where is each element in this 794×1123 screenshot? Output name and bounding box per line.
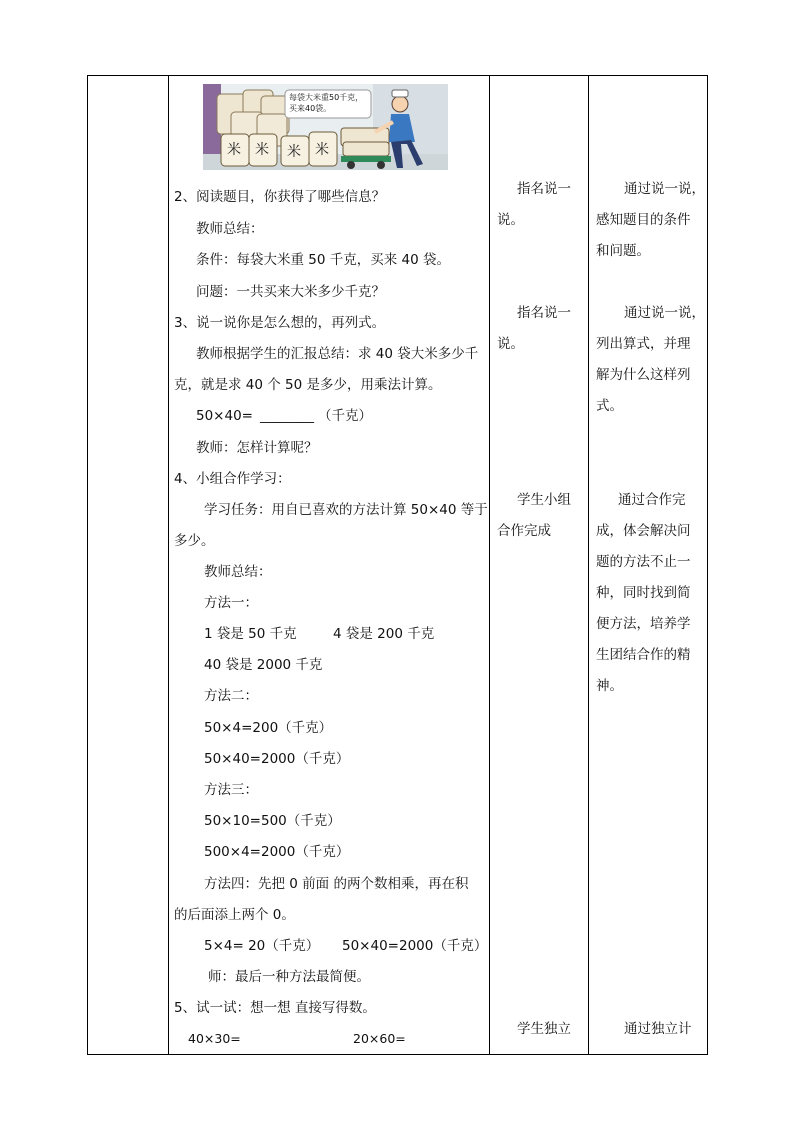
intent-1-line: 感知题目的条件 — [596, 212, 691, 228]
bag-label: 米 — [227, 142, 241, 158]
method-2-title: 方法二： — [204, 688, 258, 704]
student-activity-4: 学生独立 — [517, 1021, 571, 1037]
method-1-title: 方法一： — [204, 595, 258, 611]
student-activity-3b: 合作完成 — [497, 523, 551, 539]
exercise-1: 40×30= — [188, 1031, 241, 1046]
bag-label: 米 — [287, 144, 301, 160]
method-1-step-c: 40 袋是 2000 千克 — [204, 657, 323, 673]
intent-2-line: 解为什么这样列 — [596, 367, 691, 383]
teacher-note: 师：最后一种方法最简便。 — [208, 969, 370, 985]
intent-3-line: 题的方法不止一 — [596, 554, 691, 570]
method-3-title: 方法三： — [204, 782, 258, 798]
student-activity-3a: 学生小组 — [517, 492, 571, 508]
answer-blank: ________ — [260, 408, 314, 424]
method-4-step-b: 50×40=2000（千克） — [342, 938, 488, 954]
task-line-2: 多少。 — [174, 533, 215, 549]
method-2-step-a: 50×4=200（千克） — [204, 720, 333, 736]
unit-label: （千克） — [318, 408, 372, 424]
equation: 50×40= — [196, 408, 253, 424]
how-calc-text: 教师：怎样计算呢？ — [196, 440, 318, 456]
summary-label-2: 教师总结： — [204, 564, 272, 580]
method-4-line-1: 方法四：先把 0 前面 的两个数相乘，再在积 — [204, 876, 469, 892]
method-4-line-2: 的后面添上两个 0。 — [174, 907, 295, 923]
bag-label: 米 — [315, 142, 329, 158]
question-4: 4、小组合作学习： — [174, 471, 291, 487]
intent-3-line: 通过合作完 — [618, 492, 686, 508]
summary-label: 教师总结： — [196, 221, 264, 237]
intent-3-line: 成，体会解决问 — [596, 523, 691, 539]
method-1-step-a: 1 袋是 50 千克 — [204, 626, 297, 642]
student-activity-1a: 指名说一 — [517, 181, 571, 197]
speech-line-1: 每袋大米重50千克， — [289, 93, 364, 102]
question-3: 3、说一说你是怎么想的，再列式。 — [174, 315, 386, 331]
rice-bags-illustration — [203, 84, 448, 170]
method-3-step-b: 500×4=2000（千克） — [204, 844, 350, 860]
column-divider-3 — [588, 75, 589, 1055]
question-5: 5、试一试：想一想 直接写得数。 — [174, 1000, 376, 1016]
intent-3-line: 神。 — [596, 678, 623, 694]
speech-line-2: 买来40袋。 — [289, 104, 332, 113]
method-4-step-a: 5×4= 20（千克） — [204, 938, 320, 954]
intent-2-line: 通过说一说， — [624, 305, 705, 321]
question-2: 2、阅读题目，你获得了哪些信息？ — [174, 189, 386, 205]
intent-2-line: 式。 — [596, 398, 623, 414]
intent-3-line: 便方法，培养学 — [596, 616, 691, 632]
intent-1-line: 和问题。 — [596, 243, 650, 259]
method-3-step-a: 50×10=500（千克） — [204, 813, 341, 829]
report-line-1: 教师根据学生的汇报总结：求 40 袋大米多少千 — [196, 346, 479, 362]
intent-3-line: 生团结合作的精 — [596, 647, 691, 663]
intent-4-line: 通过独立计 — [624, 1021, 692, 1037]
student-activity-2b: 说。 — [497, 336, 524, 352]
bag-label: 米 — [255, 142, 269, 158]
intent-3-line: 种，同时找到简 — [596, 585, 691, 601]
report-line-2: 克，就是求 40 个 50 是多少，用乘法计算。 — [174, 377, 442, 393]
exercise-2: 20×60= — [353, 1031, 406, 1046]
method-1-step-b: 4 袋是 200 千克 — [333, 626, 435, 642]
intent-2-line: 列出算式，并理 — [596, 336, 691, 352]
column-divider-2 — [489, 75, 490, 1055]
question-text: 问题：一共买来大米多少千克？ — [196, 284, 385, 300]
condition-text: 条件：每袋大米重 50 千克，买来 40 袋。 — [196, 252, 451, 268]
student-activity-1b: 说。 — [497, 212, 524, 228]
method-2-step-b: 50×40=2000（千克） — [204, 751, 350, 767]
intent-1-line: 通过说一说， — [624, 181, 705, 197]
task-line-1: 学习任务：用自已喜欢的方法计算 50×40 等于 — [204, 502, 488, 518]
student-activity-2a: 指名说一 — [517, 305, 571, 321]
column-divider-1 — [168, 75, 169, 1055]
